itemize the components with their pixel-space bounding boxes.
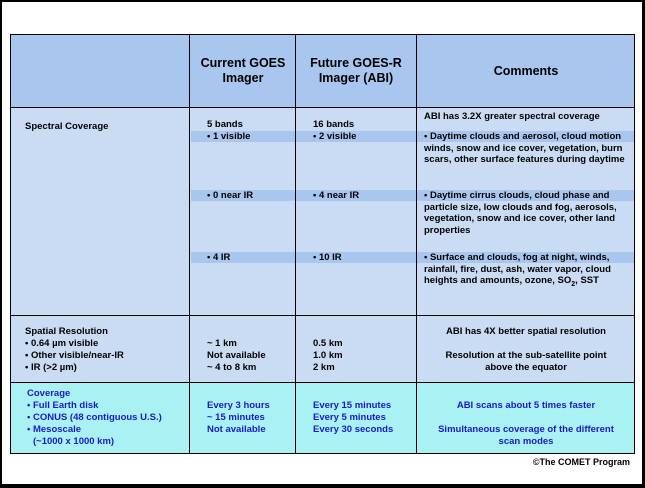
spectral-comment: ABI has 3.2X greater spectral coverage	[424, 111, 600, 122]
coverage-label: Coverage	[27, 388, 71, 399]
spatial-item: • 0.64 µm visible	[25, 338, 99, 349]
coverage-item: • Mesoscale	[27, 424, 82, 435]
current-ir: • 4 IR	[207, 252, 231, 263]
current-coverage-value: Every 3 hours	[207, 400, 270, 411]
current-visible: • 1 visible	[207, 131, 251, 142]
future-coverage-value: Every 5 minutes	[313, 412, 386, 423]
comparison-table	[10, 34, 635, 454]
spatial-resolution-label: Spatial Resolution	[25, 326, 108, 337]
spatial-comment-note: Resolution at the sub-satellite point above the equator	[445, 350, 607, 373]
future-visible: • 2 visible	[313, 131, 357, 142]
spatial-comment: ABI has 4X better spatial resolution	[446, 326, 606, 337]
future-coverage-value: Every 30 seconds	[313, 424, 394, 435]
slide	[2, 2, 642, 484]
future-spatial-value: 0.5 km	[313, 338, 343, 349]
current-spatial-value: ~ 1 km	[207, 338, 237, 349]
future-total-bands: 16 bands	[313, 119, 355, 130]
near-ir-comment: • Daytime cirrus clouds, cloud phase and particle size, low clouds and fog, aerosols, vegetation, snow and ice cover, other land properties	[424, 190, 617, 236]
coverage-comment: ABI scans about 5 times faster	[456, 400, 596, 411]
row-divider	[11, 107, 634, 108]
current-spatial-value: ~ 4 to 8 km	[207, 362, 257, 373]
coverage-item: • CONUS (48 contiguous U.S.)	[27, 412, 162, 423]
current-near-ir: • 0 near IR	[207, 190, 254, 201]
header-current-goes: Current GOES Imager	[200, 56, 286, 85]
header-future-goes-r: Future GOES-R Imager (ABI)	[310, 56, 402, 85]
future-spatial-value: 1.0 km	[313, 350, 343, 361]
row-divider	[11, 382, 634, 383]
header-comments: Comments	[493, 63, 559, 78]
current-spatial-value: Not available	[207, 350, 266, 361]
future-coverage-value: Every 15 minutes	[313, 400, 392, 411]
visible-comment: • Daytime clouds and aerosol, cloud motion winds, snow and ice cover, vegetation, burn scars, other surface features during daytime	[424, 131, 625, 165]
row-divider	[11, 315, 634, 316]
future-spatial-value: 2 km	[313, 362, 335, 373]
current-coverage-value: Not available	[207, 424, 266, 435]
coverage-comment-note: Simultaneous coverage of the different scan modes	[438, 424, 614, 447]
spatial-item: • IR (>2 µm)	[25, 362, 77, 373]
spectral-coverage-label: Spectral Coverage	[25, 121, 109, 132]
spatial-item: • Other visible/near-IR	[25, 350, 124, 361]
col-divider	[189, 35, 190, 453]
ir-comment: • Surface and clouds, fog at night, winds, rainfall, fire, dust, ash, water vapor, cloud heights and amounts, ozone, $SO_2$, SST	[424, 252, 611, 288]
current-coverage-value: ~ 15 minutes	[207, 412, 265, 423]
header-blank	[11, 35, 189, 107]
col-divider	[295, 35, 296, 453]
future-near-ir: • 4 near IR	[313, 190, 360, 201]
future-ir: • 10 IR	[313, 252, 342, 263]
coverage-item: • Full Earth disk	[27, 400, 99, 411]
coverage-item: (~1000 x 1000 km)	[33, 436, 115, 447]
current-total-bands: 5 bands	[207, 119, 243, 130]
copyright-footer: ©The COMET Program	[532, 457, 630, 467]
